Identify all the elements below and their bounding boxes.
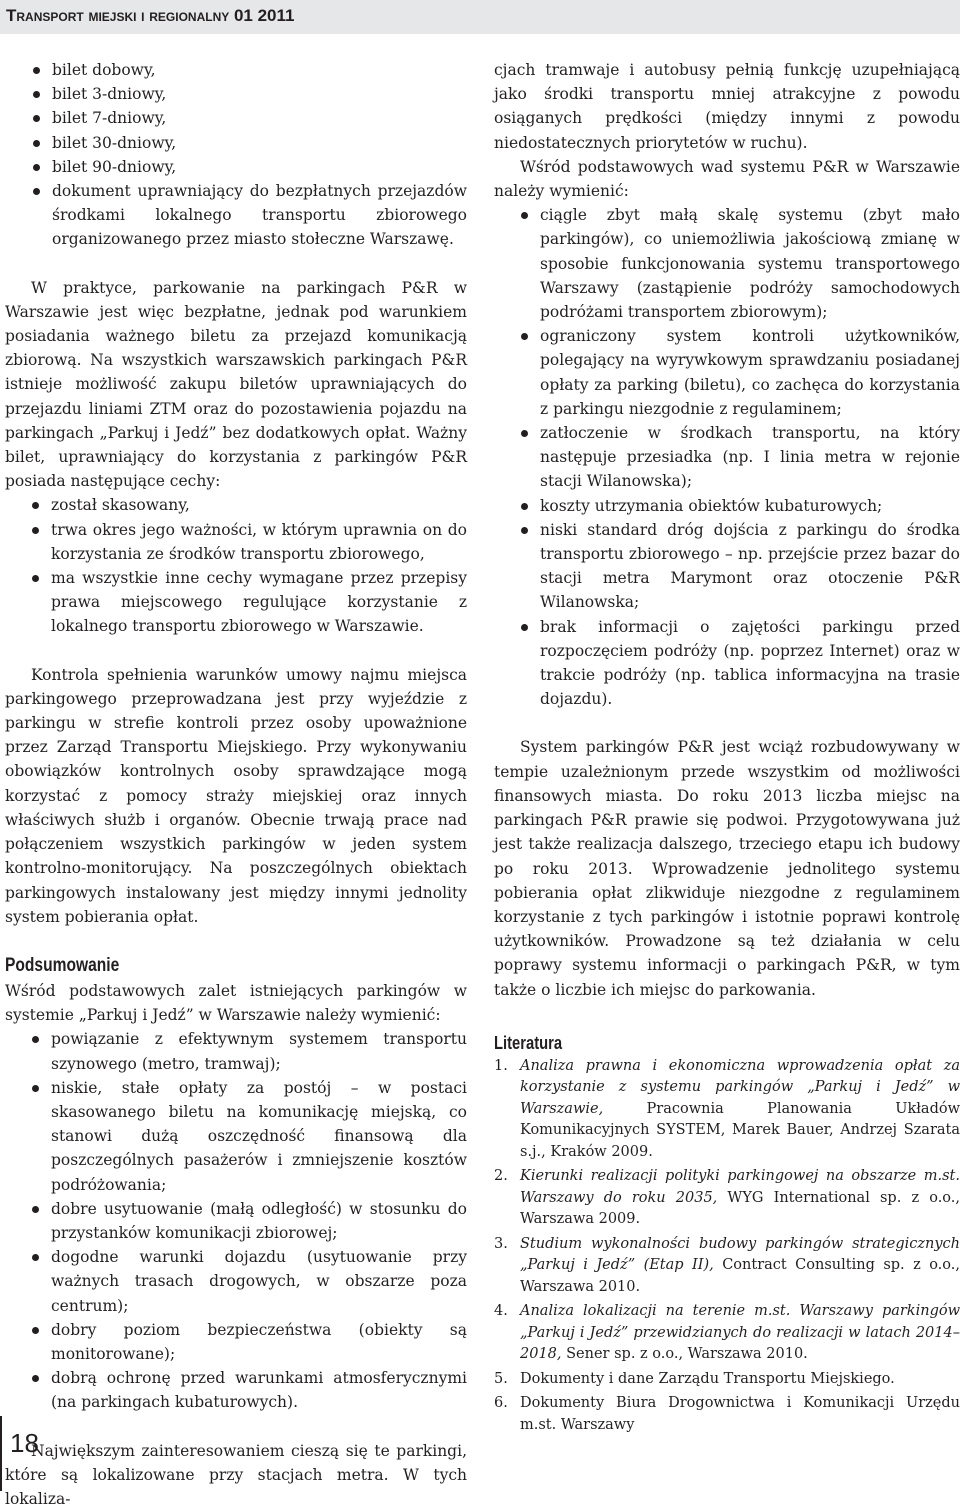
reference-item: [494, 1056, 960, 1164]
list-item: niski standard dróg dojścia z parkingu do środka transportu zbiorowego – np. przejście przez bazar do stacji metra Marymont oraz otoczenie P&R Wilanowska;: [494, 518, 960, 615]
list-item: został skasowany,: [5, 493, 467, 517]
paragraph: cjach tramwaje i autobusy pełnią funkcję uzupełniającą jako środki transportu mniej atrakcyjne z powodu osiąganych prędkości (między innymi z powodu niedostatecznych priorytetów w ruchu).: [494, 61, 960, 152]
list-item: dogodne warunki dojazdu (usytuowanie przy ważnych trasach drogowych, w obszarze poza centrum);: [5, 1245, 467, 1318]
reference-details: Pracownia Planowania Układów Komunikacyjnych SYSTEM, Marek Bauer, Andrzej Szarata s.j., Kraków 2009.: [520, 1100, 960, 1160]
reference-details: WYG International sp. z o.o., Warszawa 2009.: [520, 1189, 960, 1228]
list-item: brak informacji o zajętości parkingu przed rozpoczęciem podróży (np. poprzez Internet) oraz w trakcie podróży (np. tablica informacyjna na trasie dojazdu).: [494, 615, 960, 712]
reference-details: Contract Consulting sp. z o.o., Warszawa 2010.: [520, 1257, 960, 1295]
reference-number: 3.: [494, 1235, 508, 1252]
reference-number: 6.: [494, 1395, 508, 1412]
list-item: trwa okres jego ważności, w którym uprawnia on do korzystania ze środków transportu zbiorowego,: [5, 518, 467, 566]
reference-item: [494, 1393, 960, 1436]
right-column: [494, 58, 960, 1439]
reference-details: Dokumenty i dane Zarządu Transportu Miejskiego.: [520, 1370, 895, 1387]
reference-title: Studium wykonalności budowy parkingów strategicznych „Parkuj i Jedź” (Etap II),: [520, 1235, 960, 1274]
ticket-list: [5, 58, 467, 252]
references-list: [494, 1056, 960, 1437]
list-item: zatłoczenie w środkach transportu, na który następuje przesiadka (np. I linia metra w rejonie stacji Wilanowska);: [494, 421, 960, 494]
list-item: ma wszystkie inne cechy wymagane przez przepisy prawa miejscowego regulujące korzystanie z lokalnego transportu zbiorowego w Warszawie.: [5, 566, 467, 639]
advantages-list: [5, 1027, 467, 1414]
list-item: ciągle zbyt małą skalę systemu (zbyt mało parkingów), co uniemożliwia jakościową zmianę w sposobie funkcjonowania systemu transportowego Warszawy (zastąpienie podróży samochodowych podróżami transportem zbiorowym);: [494, 203, 960, 324]
reference-details: Dokumenty Biura Drogownictwa i Komunikacji Urzędu m.st. Warszawy: [520, 1395, 960, 1433]
list-item: dobre usytuowanie (małą odległość) w stosunku do przystanków komunikacji zbiorowej;: [5, 1197, 467, 1245]
list-item: ograniczony system kontroli użytkowników, polegający na wyrywkowym sprawdzaniu posiadanej opłaty za parking (biletu), co zachęca do korzystania z parkingu niezgodnie z regulaminem;: [494, 324, 960, 421]
reference-title: Analiza lokalizacji na terenie m.st. Warszawy parkingów „Parkuj i Jedź” przewidzianych do realizacji w latach 2014–2018,: [520, 1303, 960, 1363]
paragraph: Kontrola spełnienia warunków umowy najmu miejsca parkingowego przeprowadzana jest przy wyjeździe z parkingu w strefie kontroli przez osoby upoważnione przez Zarząd Transportu Miejskiego. Przy wykonywaniu obowiązków kontrolnych osoby sprawdzające mogą korzystać z pomocy straży miejskiej oraz innych właściwych służb i organów. Obecnie trwają prace nad połączeniem wszystkich parkingów w jeden system kontrolno-monitorujący. Na poszczególnych obiektach parkingowych instalowany jest między innymi jednolity system pobierania opłat.: [5, 665, 467, 926]
reference-number: 5.: [494, 1370, 508, 1387]
reference-item: [494, 1369, 960, 1391]
reference-number: 4.: [494, 1303, 508, 1320]
list-item: dobry poziom bezpieczeństwa (obiekty są monitorowane);: [5, 1318, 467, 1366]
page-number: 18: [10, 1428, 39, 1458]
reference-number: 1.: [494, 1057, 508, 1074]
paragraph: Wśród podstawowych wad systemu P&R w Warszawie należy wymienić:: [494, 157, 960, 201]
reference-title: Analiza prawna i ekonomiczna wprowadzenia opłat za korzystanie z systemu parkingów „Parkuj i Jedź” w Warszawie,: [520, 1057, 960, 1117]
reference-number: 2.: [494, 1168, 508, 1185]
references-heading: Literatura: [494, 1032, 563, 1053]
paragraph: System parkingów P&R jest wciąż rozbudowywany w tempie uzależnionym przede wszystkim od możliwości finansowych miasta. Do roku 2013 liczba miejsc na parkingach P&R prawie się podwoi. Przygotowywana już jest także realizacja dalszego, trzeciego etapu ich budowy po roku 2013. Wprowadzenie jednolitego systemu pobierania opłat zlikwiduje niezgodne z regulaminem korzystanie z tych parkingów i istotnie poprawi kontrolę użytkowników. Prowadzone są też działania w celu poprawy systemu informacji o parkingach P&R, w tym także o liczbie ich miejsc do parkowania.: [494, 738, 960, 999]
reference-item: [494, 1234, 960, 1299]
disadvantages-list: [494, 203, 960, 711]
list-item: niskie, stałe opłaty za postój – w postaci skasowanego biletu na komunikację miejską, co stanowi dużą oszczędność finansową dla poszczególnych pasażerów i zmniejszenie kosztów podróżowania;: [5, 1076, 467, 1197]
paragraph: W praktyce, parkowanie na parkingach P&R w Warszawie jest więc bezpłatne, jednak pod warunkiem posiadania ważnego biletu za przejazd komunikacją zbiorową. Na wszystkich warszawskich parkingach P&R istnieje możliwość zakupu biletów uprawniających do przejazdu liniami ZTM oraz do pozostawienia pojazdu na parkingach „Parkuj i Jedź” bez dodatkowych opłat. Ważny bilet, uprawniający do korzystania z parkingów P&R posiada następujące cechy:: [5, 278, 467, 491]
list-item: bilet 90-dniowy,: [5, 155, 467, 179]
list-item: bilet 3-dniowy,: [5, 82, 467, 106]
left-column: [5, 58, 467, 1511]
paragraph: Wśród podstawowych zalet istniejących parkingów w systemie „Parkuj i Jedź” w Warszawie należy wymienić:: [5, 981, 467, 1025]
section-heading: Podsumowanie: [5, 954, 120, 976]
list-item: bilet dobowy,: [5, 58, 467, 82]
paragraph: Największym zainteresowaniem cieszą się te parkingi, które są lokalizowane przy stacjach metra. W tych lokaliza-: [5, 1441, 467, 1508]
journal-title: Transport miejski i regionalny 01 2011: [6, 6, 295, 25]
list-item: bilet 30-dniowy,: [5, 131, 467, 155]
ticket-features-list: [5, 493, 467, 638]
page-number-rule: [0, 1416, 2, 1491]
list-item: bilet 7-dniowy,: [5, 106, 467, 130]
reference-item: [494, 1301, 960, 1366]
list-item: koszty utrzymania obiektów kubaturowych;: [494, 494, 960, 518]
list-item: powiązanie z efektywnym systemem transportu szynowego (metro, tramwaj);: [5, 1027, 467, 1075]
list-item: dobrą ochronę przed warunkami atmosferycznymi (na parkingach kubaturowych).: [5, 1366, 467, 1414]
reference-title: Kierunki realizacji polityki parkingowej na obszarze m.st. Warszawy do roku 2035,: [520, 1168, 960, 1206]
reference-item: [494, 1166, 960, 1231]
running-header: [0, 0, 960, 34]
reference-details: Sener sp. z o.o., Warszawa 2010.: [561, 1346, 808, 1363]
list-item: dokument uprawniający do bezpłatnych przejazdów środkami lokalnego transportu zbiorowego organizowanego przez miasto stołeczne Warszawę.: [5, 179, 467, 252]
